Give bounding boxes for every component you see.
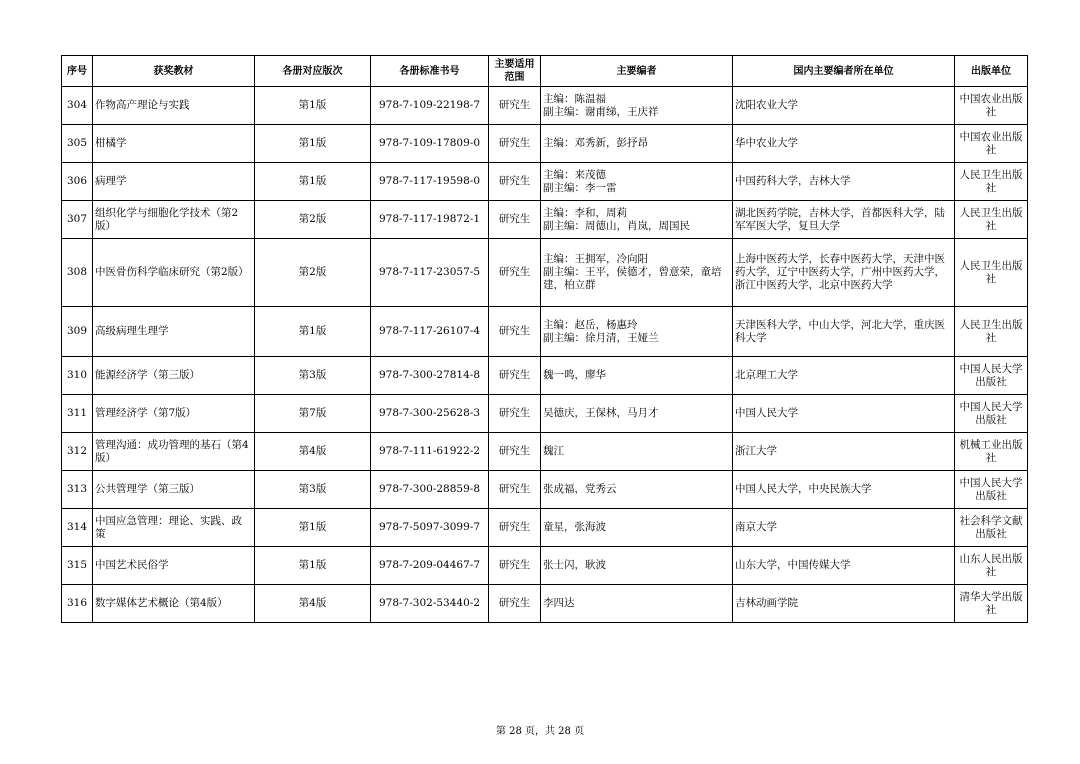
row-publisher: 清华大学出版社 [955,585,1028,623]
row-number: 314 [62,509,93,547]
row-editors: 童星，张海波 [541,509,733,547]
row-edition: 第1版 [255,163,371,201]
row-publisher: 人民卫生出版社 [955,239,1028,307]
row-isbn: 978-7-5097-3099-7 [371,509,489,547]
row-scope: 研究生 [489,87,541,125]
row-unit: 山东大学，中国传媒大学 [733,547,955,585]
row-editors: 主编：赵岳，杨惠玲 副主编：徐月清，王娅兰 [541,307,733,357]
row-publisher: 人民卫生出版社 [955,307,1028,357]
row-editors: 张成福，党秀云 [541,471,733,509]
header-scope: 主要适用范围 [489,56,541,87]
row-publisher: 中国农业出版社 [955,87,1028,125]
row-number: 304 [62,87,93,125]
row-number: 311 [62,395,93,433]
row-number: 307 [62,201,93,239]
row-scope: 研究生 [489,471,541,509]
row-isbn: 978-7-209-04467-7 [371,547,489,585]
row-isbn: 978-7-117-19598-0 [371,163,489,201]
row-title: 管理经济学（第7版） [93,395,255,433]
table-row [62,357,1028,395]
row-editors: 主编：陈温福 副主编：谢甫绨，王庆祥 [541,87,733,125]
header-editors: 主要编者 [541,56,733,87]
row-title: 作物高产理论与实践 [93,87,255,125]
table-row [62,509,1028,547]
row-scope: 研究生 [489,125,541,163]
row-edition: 第2版 [255,239,371,307]
row-scope: 研究生 [489,395,541,433]
header-publisher: 出版单位 [955,56,1028,87]
table-row [62,201,1028,239]
row-edition: 第2版 [255,201,371,239]
row-edition: 第1版 [255,87,371,125]
row-number: 312 [62,433,93,471]
row-editors: 魏一鸣，廖华 [541,357,733,395]
header-isbn: 各册标准书号 [371,56,489,87]
page-footer: 第 28 页，共 28 页 [495,726,585,737]
row-scope: 研究生 [489,239,541,307]
row-edition: 第3版 [255,357,371,395]
row-edition: 第7版 [255,395,371,433]
row-isbn: 978-7-109-22198-7 [371,87,489,125]
row-edition: 第1版 [255,307,371,357]
row-publisher: 中国人民大学出版社 [955,357,1028,395]
header-no: 序号 [62,56,93,87]
row-editors: 张士闪，耿波 [541,547,733,585]
row-edition: 第3版 [255,471,371,509]
row-unit: 华中农业大学 [733,125,955,163]
row-title: 组织化学与细胞化学技术（第2版） [93,201,255,239]
row-title: 能源经济学（第三版） [93,357,255,395]
row-title: 中国应急管理：理论、实践、政策 [93,509,255,547]
row-publisher: 社会科学文献出版社 [955,509,1028,547]
row-number: 305 [62,125,93,163]
row-scope: 研究生 [489,547,541,585]
header-row [62,56,1028,87]
row-publisher: 中国人民大学出版社 [955,471,1028,509]
row-isbn: 978-7-111-61922-2 [371,433,489,471]
row-unit: 浙江大学 [733,433,955,471]
table-row [62,125,1028,163]
row-edition: 第4版 [255,433,371,471]
row-unit: 吉林动画学院 [733,585,955,623]
row-scope: 研究生 [489,163,541,201]
row-unit: 沈阳农业大学 [733,87,955,125]
row-title: 数字媒体艺术概论（第4版） [93,585,255,623]
row-title: 中医骨伤科学临床研究（第2版） [93,239,255,307]
row-title: 病理学 [93,163,255,201]
table-row [62,585,1028,623]
row-number: 308 [62,239,93,307]
row-editors: 主编：王拥军，冷向阳 副主编：王平，侯德才，曾意荣，童培建，柏立群 [541,239,733,307]
row-publisher: 山东人民出版社 [955,547,1028,585]
row-unit: 上海中医药大学，长春中医药大学，天津中医药大学，辽宁中医药大学，广州中医药大学，浙江中医药大学，北京中医药大学 [733,239,955,307]
row-number: 309 [62,307,93,357]
row-number: 316 [62,585,93,623]
row-number: 306 [62,163,93,201]
row-number: 313 [62,471,93,509]
row-publisher: 人民卫生出版社 [955,201,1028,239]
table-row [62,239,1028,307]
row-title: 中国艺术民俗学 [93,547,255,585]
row-title: 公共管理学（第三版） [93,471,255,509]
row-publisher: 人民卫生出版社 [955,163,1028,201]
row-editors: 魏江 [541,433,733,471]
row-publisher: 中国农业出版社 [955,125,1028,163]
row-isbn: 978-7-117-26107-4 [371,307,489,357]
award-table [61,55,1028,623]
row-title: 管理沟通：成功管理的基石（第4版） [93,433,255,471]
row-unit: 北京理工大学 [733,357,955,395]
header-edition: 各册对应版次 [255,56,371,87]
row-isbn: 978-7-300-28859-8 [371,471,489,509]
table-row [62,163,1028,201]
row-scope: 研究生 [489,433,541,471]
row-title: 柑橘学 [93,125,255,163]
table-row [62,395,1028,433]
header-unit: 国内主要编者所在单位 [733,56,955,87]
row-unit: 湖北医药学院，吉林大学，首都医科大学，陆军军医大学，复旦大学 [733,201,955,239]
row-isbn: 978-7-117-19872-1 [371,201,489,239]
row-isbn: 978-7-300-27814-8 [371,357,489,395]
row-scope: 研究生 [489,509,541,547]
row-editors: 主编：来茂德 副主编：李一雷 [541,163,733,201]
table-row [62,307,1028,357]
row-unit: 南京大学 [733,509,955,547]
row-title: 高级病理生理学 [93,307,255,357]
table-row [62,471,1028,509]
row-unit: 天津医科大学，中山大学，河北大学，重庆医科大学 [733,307,955,357]
row-editors: 李四达 [541,585,733,623]
row-scope: 研究生 [489,201,541,239]
row-editors: 吴德庆，王保林，马月才 [541,395,733,433]
row-edition: 第1版 [255,547,371,585]
row-scope: 研究生 [489,307,541,357]
header-title: 获奖教材 [93,56,255,87]
row-scope: 研究生 [489,585,541,623]
row-edition: 第4版 [255,585,371,623]
row-edition: 第1版 [255,509,371,547]
row-scope: 研究生 [489,357,541,395]
row-unit: 中国人民大学，中央民族大学 [733,471,955,509]
row-isbn: 978-7-302-53440-2 [371,585,489,623]
row-publisher: 中国人民大学出版社 [955,395,1028,433]
row-editors: 主编：李和，周莉 副主编：周德山，肖岚，周国民 [541,201,733,239]
row-unit: 中国药科大学，吉林大学 [733,163,955,201]
row-unit: 中国人民大学 [733,395,955,433]
row-isbn: 978-7-300-25628-3 [371,395,489,433]
table-row [62,87,1028,125]
table-row [62,547,1028,585]
row-publisher: 机械工业出版社 [955,433,1028,471]
row-number: 315 [62,547,93,585]
row-number: 310 [62,357,93,395]
row-editors: 主编：邓秀新，彭抒昂 [541,125,733,163]
row-isbn: 978-7-109-17809-0 [371,125,489,163]
row-isbn: 978-7-117-23057-5 [371,239,489,307]
row-edition: 第1版 [255,125,371,163]
table-row [62,433,1028,471]
